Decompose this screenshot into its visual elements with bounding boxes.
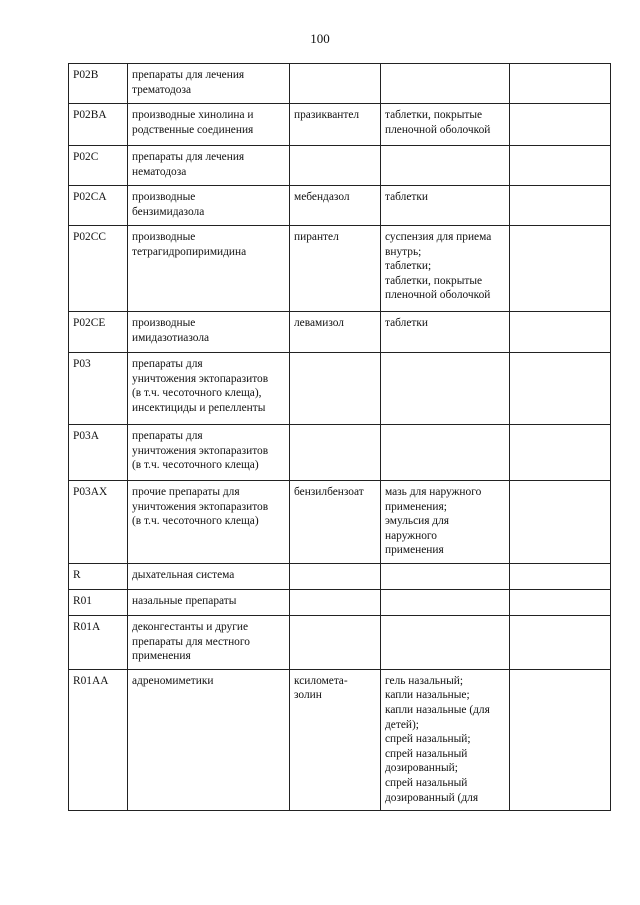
drug-name-cell: пирантел [290,226,381,312]
table-row [69,186,611,226]
anatomical-group-cell: препараты для лечения трематодоза [128,64,290,104]
table-row [69,146,611,186]
table-row [69,669,611,810]
notes-cell [510,104,611,146]
notes-cell [510,226,611,312]
anatomical-group-cell: деконгестанты и другие препараты для местного применения [128,615,290,669]
atc-code-cell: P02C [69,146,128,186]
notes-cell [510,64,611,104]
anatomical-group-cell: дыхательная система [128,563,290,589]
dosage-form-cell: таблетки [381,186,510,226]
anatomical-group-cell: адреномиметики [128,669,290,810]
dosage-form-cell [381,425,510,481]
atc-code-cell: P02BA [69,104,128,146]
dosage-form-cell: мазь для наружного применения; эмульсия для наружного применения [381,481,510,564]
anatomical-group-cell: препараты для уничтожения эктопаразитов (в т.ч. чесоточного клеща), инсектициды и репелленты [128,353,290,425]
atc-code-cell: P03 [69,353,128,425]
atc-code-cell: P02CA [69,186,128,226]
anatomical-group-cell: прочие препараты для уничтожения эктопаразитов (в т.ч. чесоточного клеща) [128,481,290,564]
dosage-form-cell: гель назальный; капли назальные; капли назальные (для детей); спрей назальный; спрей назальный дозированный; спрей назальный дозированный (для [381,669,510,810]
atc-code-cell: P02B [69,64,128,104]
anatomical-group-cell: препараты для уничтожения эктопаразитов (в т.ч. чесоточного клеща) [128,425,290,481]
drug-name-cell: ксилометa- золин [290,669,381,810]
drug-name-cell [290,615,381,669]
dosage-form-cell [381,146,510,186]
table-row [69,563,611,589]
anatomical-group-cell: производные тетрагидропиримидина [128,226,290,312]
table-row [69,615,611,669]
notes-cell [510,186,611,226]
table-row [69,353,611,425]
table-row [69,312,611,353]
notes-cell [510,481,611,564]
atc-code-cell: R01A [69,615,128,669]
drug-name-cell [290,589,381,615]
drug-name-cell: бензилбензоат [290,481,381,564]
notes-cell [510,425,611,481]
drug-name-cell: мебендазол [290,186,381,226]
drug-name-cell [290,563,381,589]
table-row [69,481,611,564]
notes-cell [510,615,611,669]
notes-cell [510,563,611,589]
notes-cell [510,312,611,353]
dosage-form-cell [381,615,510,669]
table-row [69,64,611,104]
atc-code-cell: P03A [69,425,128,481]
atc-code-cell: P02CC [69,226,128,312]
atc-code-cell: R [69,563,128,589]
drug-name-cell [290,146,381,186]
anatomical-group-cell: производные хинолина и родственные соединения [128,104,290,146]
anatomical-group-cell: назальные препараты [128,589,290,615]
atc-code-cell: R01 [69,589,128,615]
table-row [69,589,611,615]
notes-cell [510,669,611,810]
table-row [69,104,611,146]
drug-name-cell [290,353,381,425]
dosage-form-cell [381,353,510,425]
dosage-form-cell [381,563,510,589]
notes-cell [510,146,611,186]
anatomical-group-cell: производные имидазотиазола [128,312,290,353]
anatomical-group-cell: производные бензимидазола [128,186,290,226]
dosage-form-cell: таблетки [381,312,510,353]
table-row [69,425,611,481]
atc-code-cell: P02CE [69,312,128,353]
drug-name-cell [290,425,381,481]
drug-name-cell: левамизол [290,312,381,353]
dosage-form-cell: суспензия для приема внутрь; таблетки; таблетки, покрытые пленочной оболочкой [381,226,510,312]
drug-name-cell [290,64,381,104]
notes-cell [510,589,611,615]
notes-cell [510,353,611,425]
dosage-form-cell [381,589,510,615]
atc-code-cell: R01AA [69,669,128,810]
drug-table-body [69,64,611,811]
anatomical-group-cell: препараты для лечения нематодоза [128,146,290,186]
drug-name-cell: празиквантел [290,104,381,146]
table-row [69,226,611,312]
dosage-form-cell: таблетки, покрытые пленочной оболочкой [381,104,510,146]
atc-code-cell: P03AX [69,481,128,564]
dosage-form-cell [381,64,510,104]
page-number: 100 [310,31,330,46]
drug-table [68,63,611,811]
